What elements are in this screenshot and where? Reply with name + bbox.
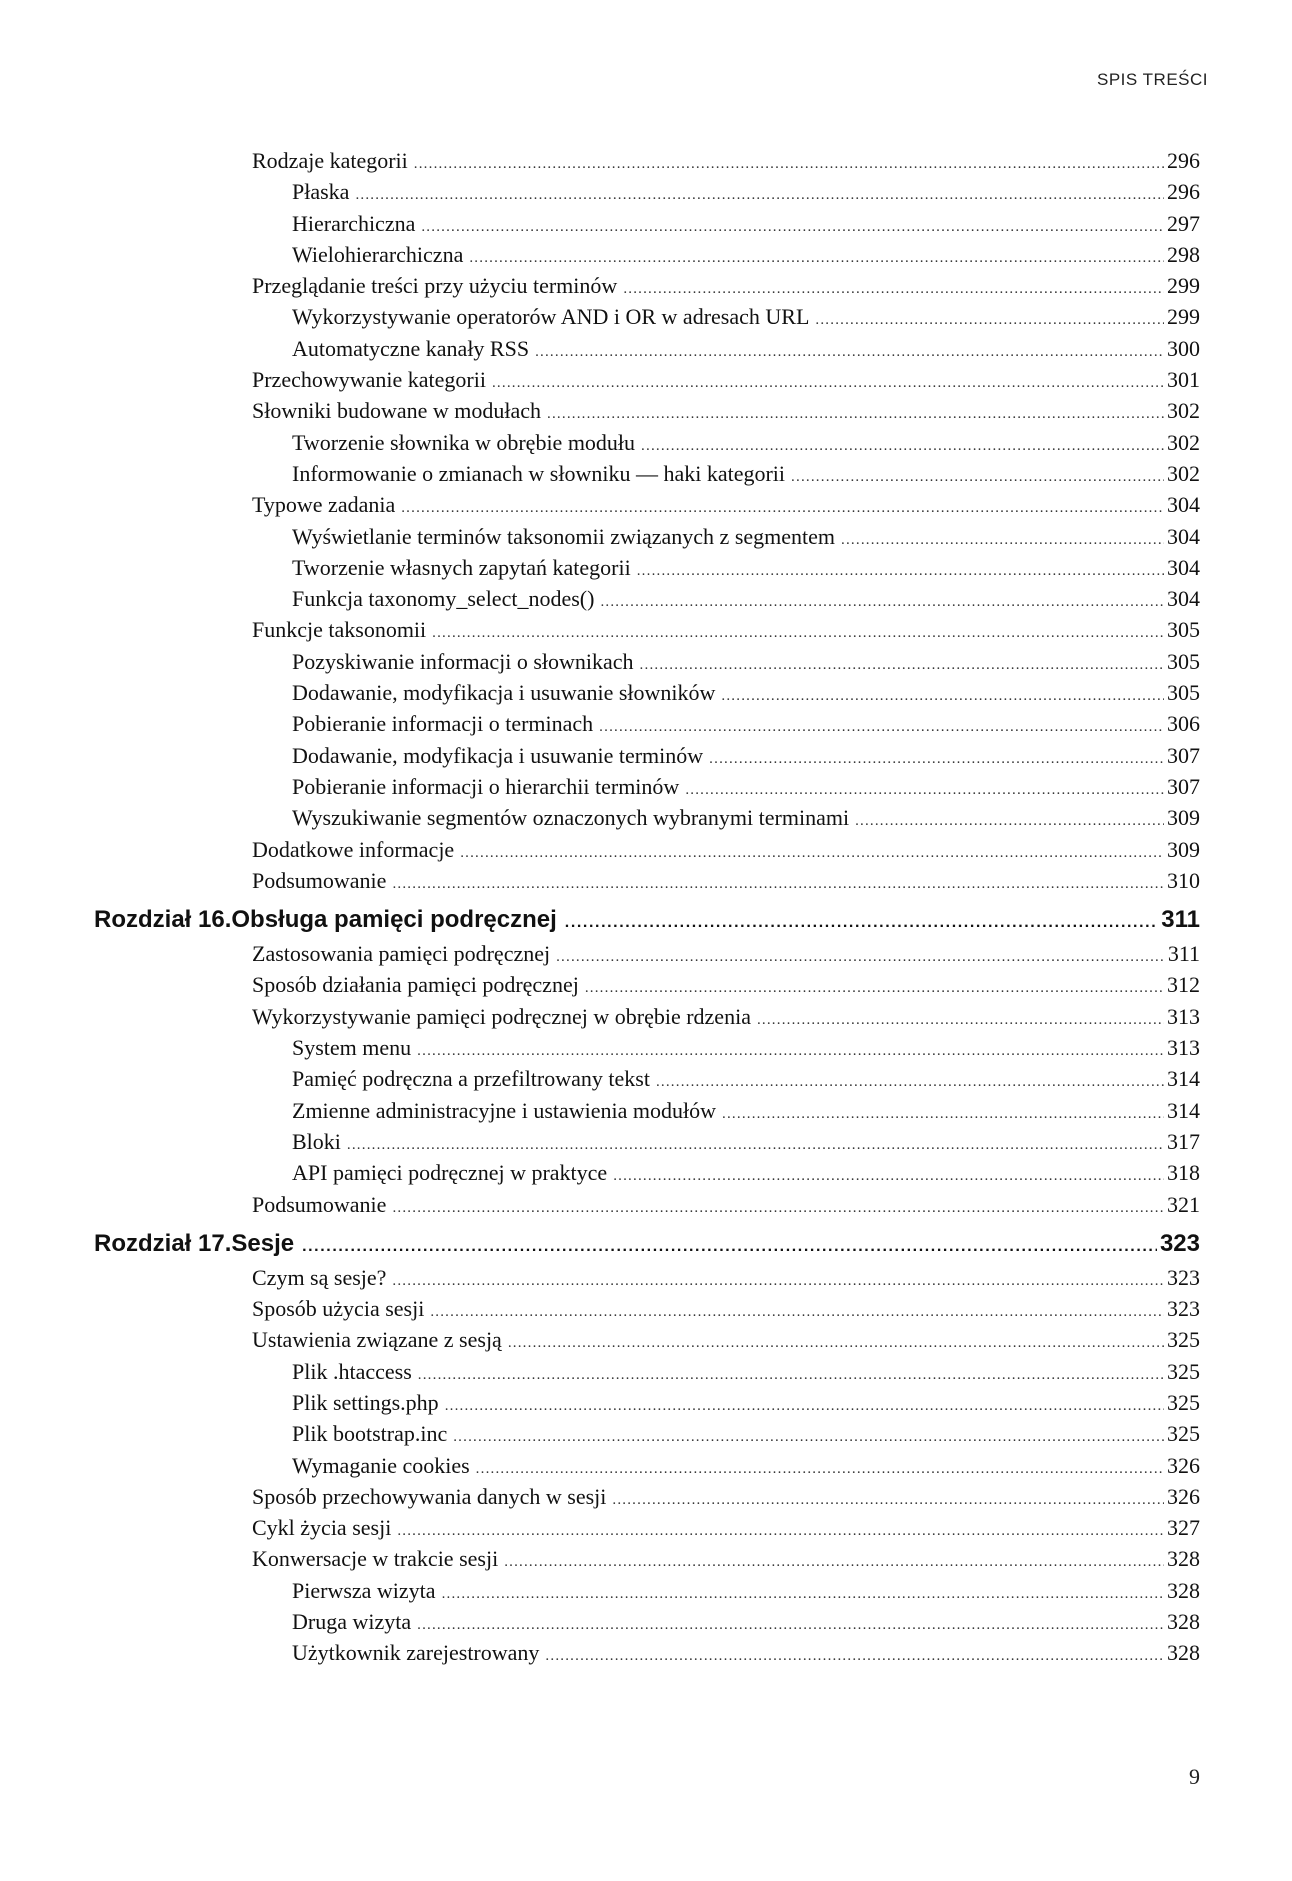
entry-title: Pobieranie informacji o hierarchii terminów [292, 773, 680, 799]
entry-page-number: 305 [1167, 617, 1200, 643]
entry-page-number: 314 [1167, 1066, 1200, 1092]
entry-title: API pamięci podręcznej w praktyce [292, 1160, 608, 1186]
entry-title: Czym są sesje? [252, 1264, 387, 1290]
toc-subentry [292, 771, 1200, 802]
entry-page-number: 301 [1167, 367, 1200, 393]
entry-page-number: 304 [1167, 492, 1200, 518]
entry-title: Dodawanie, modyfikacja i usuwanie słowników [292, 680, 716, 706]
entry-page-number: 312 [1167, 972, 1200, 998]
entry-page-number: 310 [1167, 867, 1200, 893]
entry-page-number: 307 [1167, 742, 1200, 768]
entry-title: Bloki [292, 1128, 341, 1154]
entry-page-number: 304 [1167, 586, 1200, 612]
page-number: 9 [1189, 1764, 1200, 1789]
chapter-heading [94, 1225, 1200, 1262]
toc-subentry [292, 1575, 1200, 1606]
entry-page-number: 309 [1167, 805, 1200, 831]
toc-subentry [292, 1126, 1200, 1157]
entry-title: Pamięć podręczna a przefiltrowany tekst [292, 1066, 650, 1092]
entry-title: Sposób użycia sesji [252, 1296, 425, 1322]
toc-entry [252, 1481, 1200, 1512]
dot-leader [392, 1193, 1164, 1224]
toc-subentry [292, 1032, 1200, 1063]
entry-page-number: 311 [1161, 906, 1200, 934]
toc-subentry [292, 333, 1200, 364]
entry-title: Konwersacje w trakcie sesji [252, 1546, 499, 1572]
toc-subentry [292, 646, 1200, 677]
entry-title: Podsumowanie [252, 867, 387, 893]
dot-leader [302, 1228, 1157, 1265]
toc-entry [252, 145, 1200, 176]
toc-subentry [292, 239, 1200, 270]
toc-subentry [292, 1450, 1200, 1481]
entry-title: Rodzaje kategorii [252, 148, 408, 173]
entry-title: Sposób działania pamięci podręcznej [252, 972, 579, 998]
dot-leader [392, 869, 1164, 900]
toc-subentry [292, 552, 1200, 583]
entry-page-number: 297 [1167, 210, 1200, 236]
toc-subentry [292, 1063, 1200, 1094]
entry-page-number: 300 [1167, 335, 1200, 361]
entry-title: Funkcja taxonomy_select_nodes() [292, 586, 595, 612]
entry-title: Pobieranie informacji o terminach [292, 711, 594, 737]
entry-title: Typowe zadania [252, 492, 396, 518]
entry-title: Cykl życia sesji [252, 1515, 392, 1541]
entry-title: Informowanie o zmianach w słowniku — haki kategorii [292, 460, 786, 486]
entry-page-number: 328 [1167, 1640, 1200, 1666]
toc-entry [252, 1512, 1200, 1543]
entry-page-number: 313 [1167, 1035, 1200, 1061]
entry-page-number: 328 [1167, 1577, 1200, 1603]
entry-page-number: 304 [1167, 554, 1200, 580]
toc-subentry [292, 521, 1200, 552]
entry-page-number: 327 [1167, 1515, 1200, 1541]
entry-page-number: 299 [1167, 304, 1200, 330]
entry-page-number: 325 [1167, 1327, 1200, 1353]
toc-entry [252, 1543, 1200, 1574]
entry-title: Sposób przechowywania danych w sesji [252, 1483, 607, 1509]
toc-subentry [292, 1418, 1200, 1449]
entry-page-number: 302 [1167, 398, 1200, 424]
entry-title: Wymaganie cookies [292, 1452, 470, 1478]
toc-subentry [292, 1356, 1200, 1387]
entry-page-number: 302 [1167, 460, 1200, 486]
toc-subentry [292, 301, 1200, 332]
dot-leader [565, 904, 1158, 941]
toc-subentry [292, 427, 1200, 458]
entry-page-number: 325 [1167, 1358, 1200, 1384]
entry-page-number: 323 [1167, 1296, 1200, 1322]
chapter-number: Rozdział 17. [94, 1229, 232, 1257]
entry-title: Ustawienia związane z sesją [252, 1327, 502, 1353]
toc-entry [252, 1001, 1200, 1032]
entry-page-number: 314 [1167, 1097, 1200, 1123]
entry-title: Wykorzystywanie pamięci podręcznej w obrębie rdzenia [252, 1003, 751, 1029]
chapter-heading [94, 901, 1200, 938]
toc-entry [252, 364, 1200, 395]
toc-subentry [292, 708, 1200, 739]
entry-title: Wyświetlanie terminów taksonomii związanych z segmentem [292, 523, 836, 549]
entry-title: Pierwsza wizyta [292, 1577, 436, 1603]
entry-page-number: 296 [1167, 148, 1200, 173]
entry-title: Tworzenie słownika w obrębie modułu [292, 429, 636, 455]
entry-title: Plik .htaccess [292, 1358, 412, 1384]
entry-page-number: 306 [1167, 711, 1200, 737]
entry-page-number: 326 [1167, 1483, 1200, 1509]
toc-subentry [292, 677, 1200, 708]
entry-page-number: 321 [1167, 1191, 1200, 1217]
entry-page-number: 311 [1167, 941, 1200, 967]
entry-page-number: 299 [1167, 273, 1200, 299]
toc-entry [252, 1189, 1200, 1220]
entry-title: Tworzenie własnych zapytań kategorii [292, 554, 631, 580]
toc-subentry [292, 208, 1200, 239]
entry-page-number: 313 [1167, 1003, 1200, 1029]
dot-leader [545, 1641, 1164, 1672]
entry-title: Płaska [292, 179, 350, 205]
entry-title: Zastosowania pamięci podręcznej [252, 941, 551, 967]
toc-subentry [292, 1606, 1200, 1637]
toc-entry [252, 395, 1200, 426]
toc-entry [252, 834, 1200, 865]
entry-title: Funkcje taksonomii [252, 617, 427, 643]
toc-entry [252, 865, 1200, 896]
entry-title: Zmienne administracyjne i ustawienia modułów [292, 1097, 717, 1123]
entry-title: Wyszukiwanie segmentów oznaczonych wybranymi terminami [292, 805, 850, 831]
entry-title: Hierarchiczna [292, 210, 416, 236]
entry-title: Wielohierarchiczna [292, 241, 464, 267]
entry-page-number: 326 [1167, 1452, 1200, 1478]
entry-page-number: 305 [1167, 648, 1200, 674]
entry-page-number: 328 [1167, 1609, 1200, 1635]
entry-page-number: 323 [1159, 1229, 1200, 1257]
toc-subentry [292, 1095, 1200, 1126]
entry-title: Słowniki budowane w modułach [252, 398, 542, 424]
toc-subentry [292, 583, 1200, 614]
entry-title: Dodawanie, modyfikacja i usuwanie terminów [292, 742, 704, 768]
entry-title: Wykorzystywanie operatorów AND i OR w adresach URL [292, 304, 810, 330]
toc-subentry [292, 1637, 1200, 1668]
entry-page-number: 298 [1167, 241, 1200, 267]
toc-subentry [292, 1157, 1200, 1188]
entry-title: Sesje [231, 1229, 295, 1257]
entry-title: Automatyczne kanały RSS [292, 335, 530, 361]
toc-subentry [292, 802, 1200, 833]
entry-title: System menu [292, 1035, 412, 1061]
entry-title: Pozyskiwanie informacji o słownikach [292, 648, 634, 674]
entry-page-number: 302 [1167, 429, 1200, 455]
entry-title: Druga wizyta [292, 1609, 412, 1635]
toc-entry [252, 270, 1200, 301]
toc-subentry [292, 1387, 1200, 1418]
table-of-contents [0, 145, 1292, 1669]
entry-page-number: 317 [1167, 1128, 1200, 1154]
entry-page-number: 307 [1167, 773, 1200, 799]
entry-title: Obsługa pamięci podręcznej [231, 906, 557, 934]
entry-title: Użytkownik zarejestrowany [292, 1640, 540, 1666]
toc-entry [252, 489, 1200, 520]
toc-entry [252, 1262, 1200, 1293]
toc-entry [252, 969, 1200, 1000]
toc-entry [252, 1324, 1200, 1355]
toc-entry [252, 614, 1200, 645]
entry-page-number: 309 [1167, 836, 1200, 862]
entry-title: Podsumowanie [252, 1191, 387, 1217]
entry-page-number: 318 [1167, 1160, 1200, 1186]
toc-subentry [292, 458, 1200, 489]
entry-title: Przeglądanie treści przy użyciu terminów [252, 273, 618, 299]
entry-title: Dodatkowe informacje [252, 836, 455, 862]
toc-subentry [292, 176, 1200, 207]
entry-page-number: 325 [1167, 1421, 1200, 1447]
entry-page-number: 305 [1167, 680, 1200, 706]
entry-title: Przechowywanie kategorii [252, 367, 486, 393]
toc-subentry [292, 740, 1200, 771]
entry-page-number: 328 [1167, 1546, 1200, 1572]
toc-entry [252, 1293, 1200, 1324]
entry-page-number: 323 [1167, 1264, 1200, 1290]
entry-page-number: 296 [1167, 179, 1200, 205]
entry-title: Plik settings.php [292, 1389, 439, 1415]
entry-page-number: 304 [1167, 523, 1200, 549]
toc-entry [252, 938, 1200, 969]
entry-title: Plik bootstrap.inc [292, 1421, 448, 1447]
entry-page-number: 325 [1167, 1389, 1200, 1415]
running-header: SPIS TREŚCI [1097, 70, 1208, 89]
chapter-number: Rozdział 16. [94, 906, 232, 934]
